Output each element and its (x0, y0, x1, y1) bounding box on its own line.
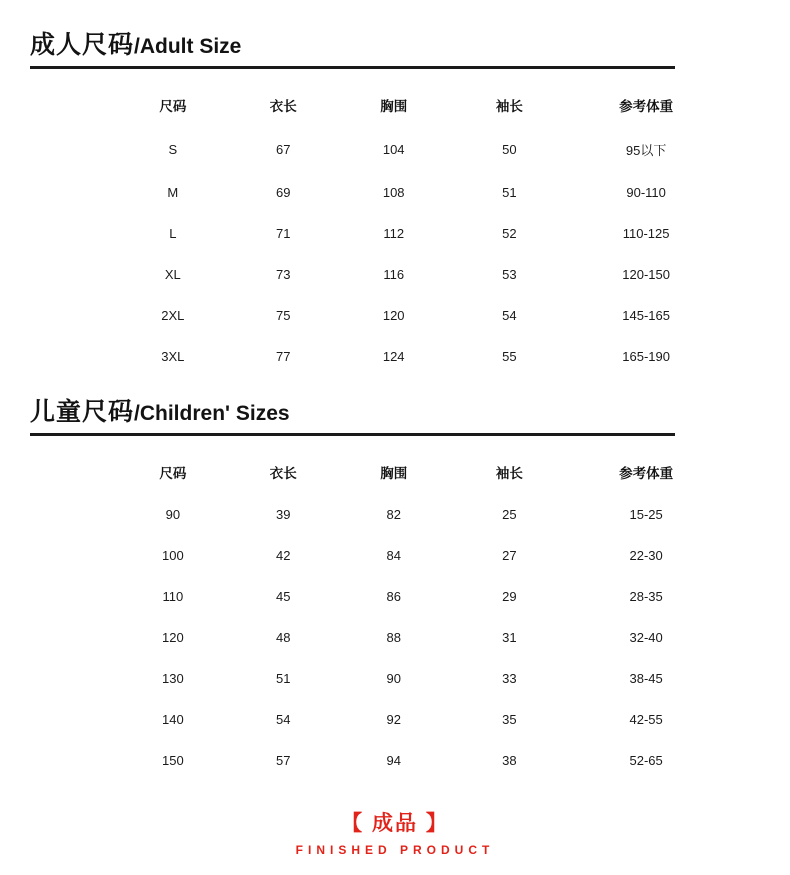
adult-section-header (0, 30, 790, 66)
table-row (115, 295, 725, 336)
cell-sleeve: 53 (502, 267, 517, 282)
children-title-en: /Children' Sizes (134, 402, 290, 425)
children-title-underline (30, 433, 675, 436)
table-header-row (115, 85, 725, 127)
column-header-length: 衣长 (269, 99, 297, 114)
adult-title-cn: 成人尺码 (30, 31, 135, 59)
table-row (115, 494, 725, 535)
column-header-bust: 胸围 (380, 99, 408, 114)
cell-length: 67 (276, 142, 291, 157)
cell-sleeve: 31 (502, 630, 517, 645)
column-header-size: 尺码 (159, 99, 187, 114)
cell-weight: 15-25 (629, 507, 663, 522)
cell-bust: 124 (382, 349, 405, 364)
cell-length: 73 (276, 267, 291, 282)
cell-size: M (167, 185, 179, 200)
cell-bust: 82 (386, 507, 401, 522)
children-section-header (0, 397, 790, 433)
cell-size: 130 (161, 671, 184, 686)
cell-bust: 108 (382, 185, 405, 200)
cell-length: 39 (276, 507, 291, 522)
cell-weight: 95以下 (625, 143, 667, 158)
cell-size: 110 (162, 589, 184, 604)
cell-sleeve: 25 (502, 507, 517, 522)
cell-bust: 104 (382, 142, 405, 157)
cell-weight: 145-165 (622, 308, 670, 323)
adult-size-table (115, 85, 725, 377)
cell-sleeve: 52 (502, 226, 517, 241)
table-row (115, 576, 725, 617)
table-row (115, 658, 725, 699)
footer-title-cn: 【 成品 】 (341, 811, 449, 835)
cell-weight: 22-30 (629, 548, 663, 563)
cell-sleeve: 29 (502, 589, 517, 604)
cell-length: 48 (276, 630, 291, 645)
cell-bust: 84 (386, 548, 401, 563)
column-header-sleeve: 袖长 (495, 99, 523, 114)
cell-length: 71 (276, 226, 291, 241)
cell-bust: 92 (386, 712, 401, 727)
column-header-weight: 参考体重 (619, 466, 674, 481)
cell-length: 51 (276, 671, 291, 686)
cell-weight: 32-40 (629, 630, 663, 645)
cell-size: L (169, 226, 177, 241)
cell-length: 77 (276, 349, 291, 364)
cell-sleeve: 54 (502, 308, 517, 323)
cell-size: 140 (161, 712, 184, 727)
cell-sleeve: 33 (502, 671, 517, 686)
table-row (115, 535, 725, 576)
adult-size-section (0, 30, 790, 377)
cell-weight: 110-125 (622, 226, 670, 241)
children-section-title (30, 397, 675, 433)
cell-size: 3XL (161, 349, 185, 364)
table-row (115, 172, 725, 213)
children-size-section (0, 397, 790, 781)
cell-size: S (168, 142, 178, 157)
footer (0, 810, 790, 857)
adult-title-en: /Adult Size (134, 35, 242, 58)
cell-weight: 165-190 (622, 349, 670, 364)
table-row (115, 336, 725, 377)
footer-title-en: FINISHED PRODUCT (295, 843, 495, 857)
column-header-length: 衣长 (269, 466, 297, 481)
cell-bust: 112 (383, 226, 405, 241)
cell-weight: 120-150 (622, 267, 670, 282)
cell-weight: 52-65 (629, 753, 663, 768)
column-header-weight: 参考体重 (619, 99, 674, 114)
cell-bust: 116 (383, 267, 405, 282)
cell-weight: 90-110 (626, 185, 666, 200)
table-row (115, 740, 725, 781)
table-row (115, 254, 725, 295)
table-row (115, 699, 725, 740)
cell-sleeve: 35 (502, 712, 517, 727)
cell-length: 42 (276, 548, 291, 563)
cell-length: 75 (276, 308, 291, 323)
cell-length: 69 (276, 185, 291, 200)
cell-sleeve: 51 (502, 185, 517, 200)
cell-size: 150 (161, 753, 184, 768)
adult-section-title (30, 30, 675, 66)
cell-bust: 120 (382, 308, 405, 323)
cell-length: 57 (276, 753, 291, 768)
cell-sleeve: 55 (502, 349, 517, 364)
cell-sleeve: 50 (502, 142, 517, 157)
cell-bust: 90 (386, 671, 401, 686)
cell-size: 100 (161, 548, 184, 563)
cell-bust: 94 (386, 753, 401, 768)
children-size-table (115, 452, 725, 781)
adult-title-underline (30, 66, 675, 69)
table-row (115, 617, 725, 658)
column-header-bust: 胸围 (380, 466, 408, 481)
cell-weight: 38-45 (629, 671, 663, 686)
cell-length: 45 (276, 589, 291, 604)
cell-weight: 28-35 (629, 589, 663, 604)
table-header-row (115, 452, 725, 494)
cell-size: 90 (165, 507, 181, 522)
cell-size: 2XL (161, 308, 185, 323)
cell-length: 54 (276, 712, 291, 727)
cell-size: 120 (161, 630, 184, 645)
cell-sleeve: 38 (502, 753, 517, 768)
cell-weight: 42-55 (629, 712, 663, 727)
cell-bust: 86 (386, 589, 401, 604)
table-row (115, 127, 725, 172)
cell-sleeve: 27 (502, 548, 517, 563)
children-title-cn: 儿童尺码 (30, 398, 135, 426)
table-row (115, 213, 725, 254)
column-header-sleeve: 袖长 (495, 466, 523, 481)
cell-bust: 88 (386, 630, 401, 645)
column-header-size: 尺码 (159, 466, 187, 481)
cell-size: XL (164, 267, 181, 282)
